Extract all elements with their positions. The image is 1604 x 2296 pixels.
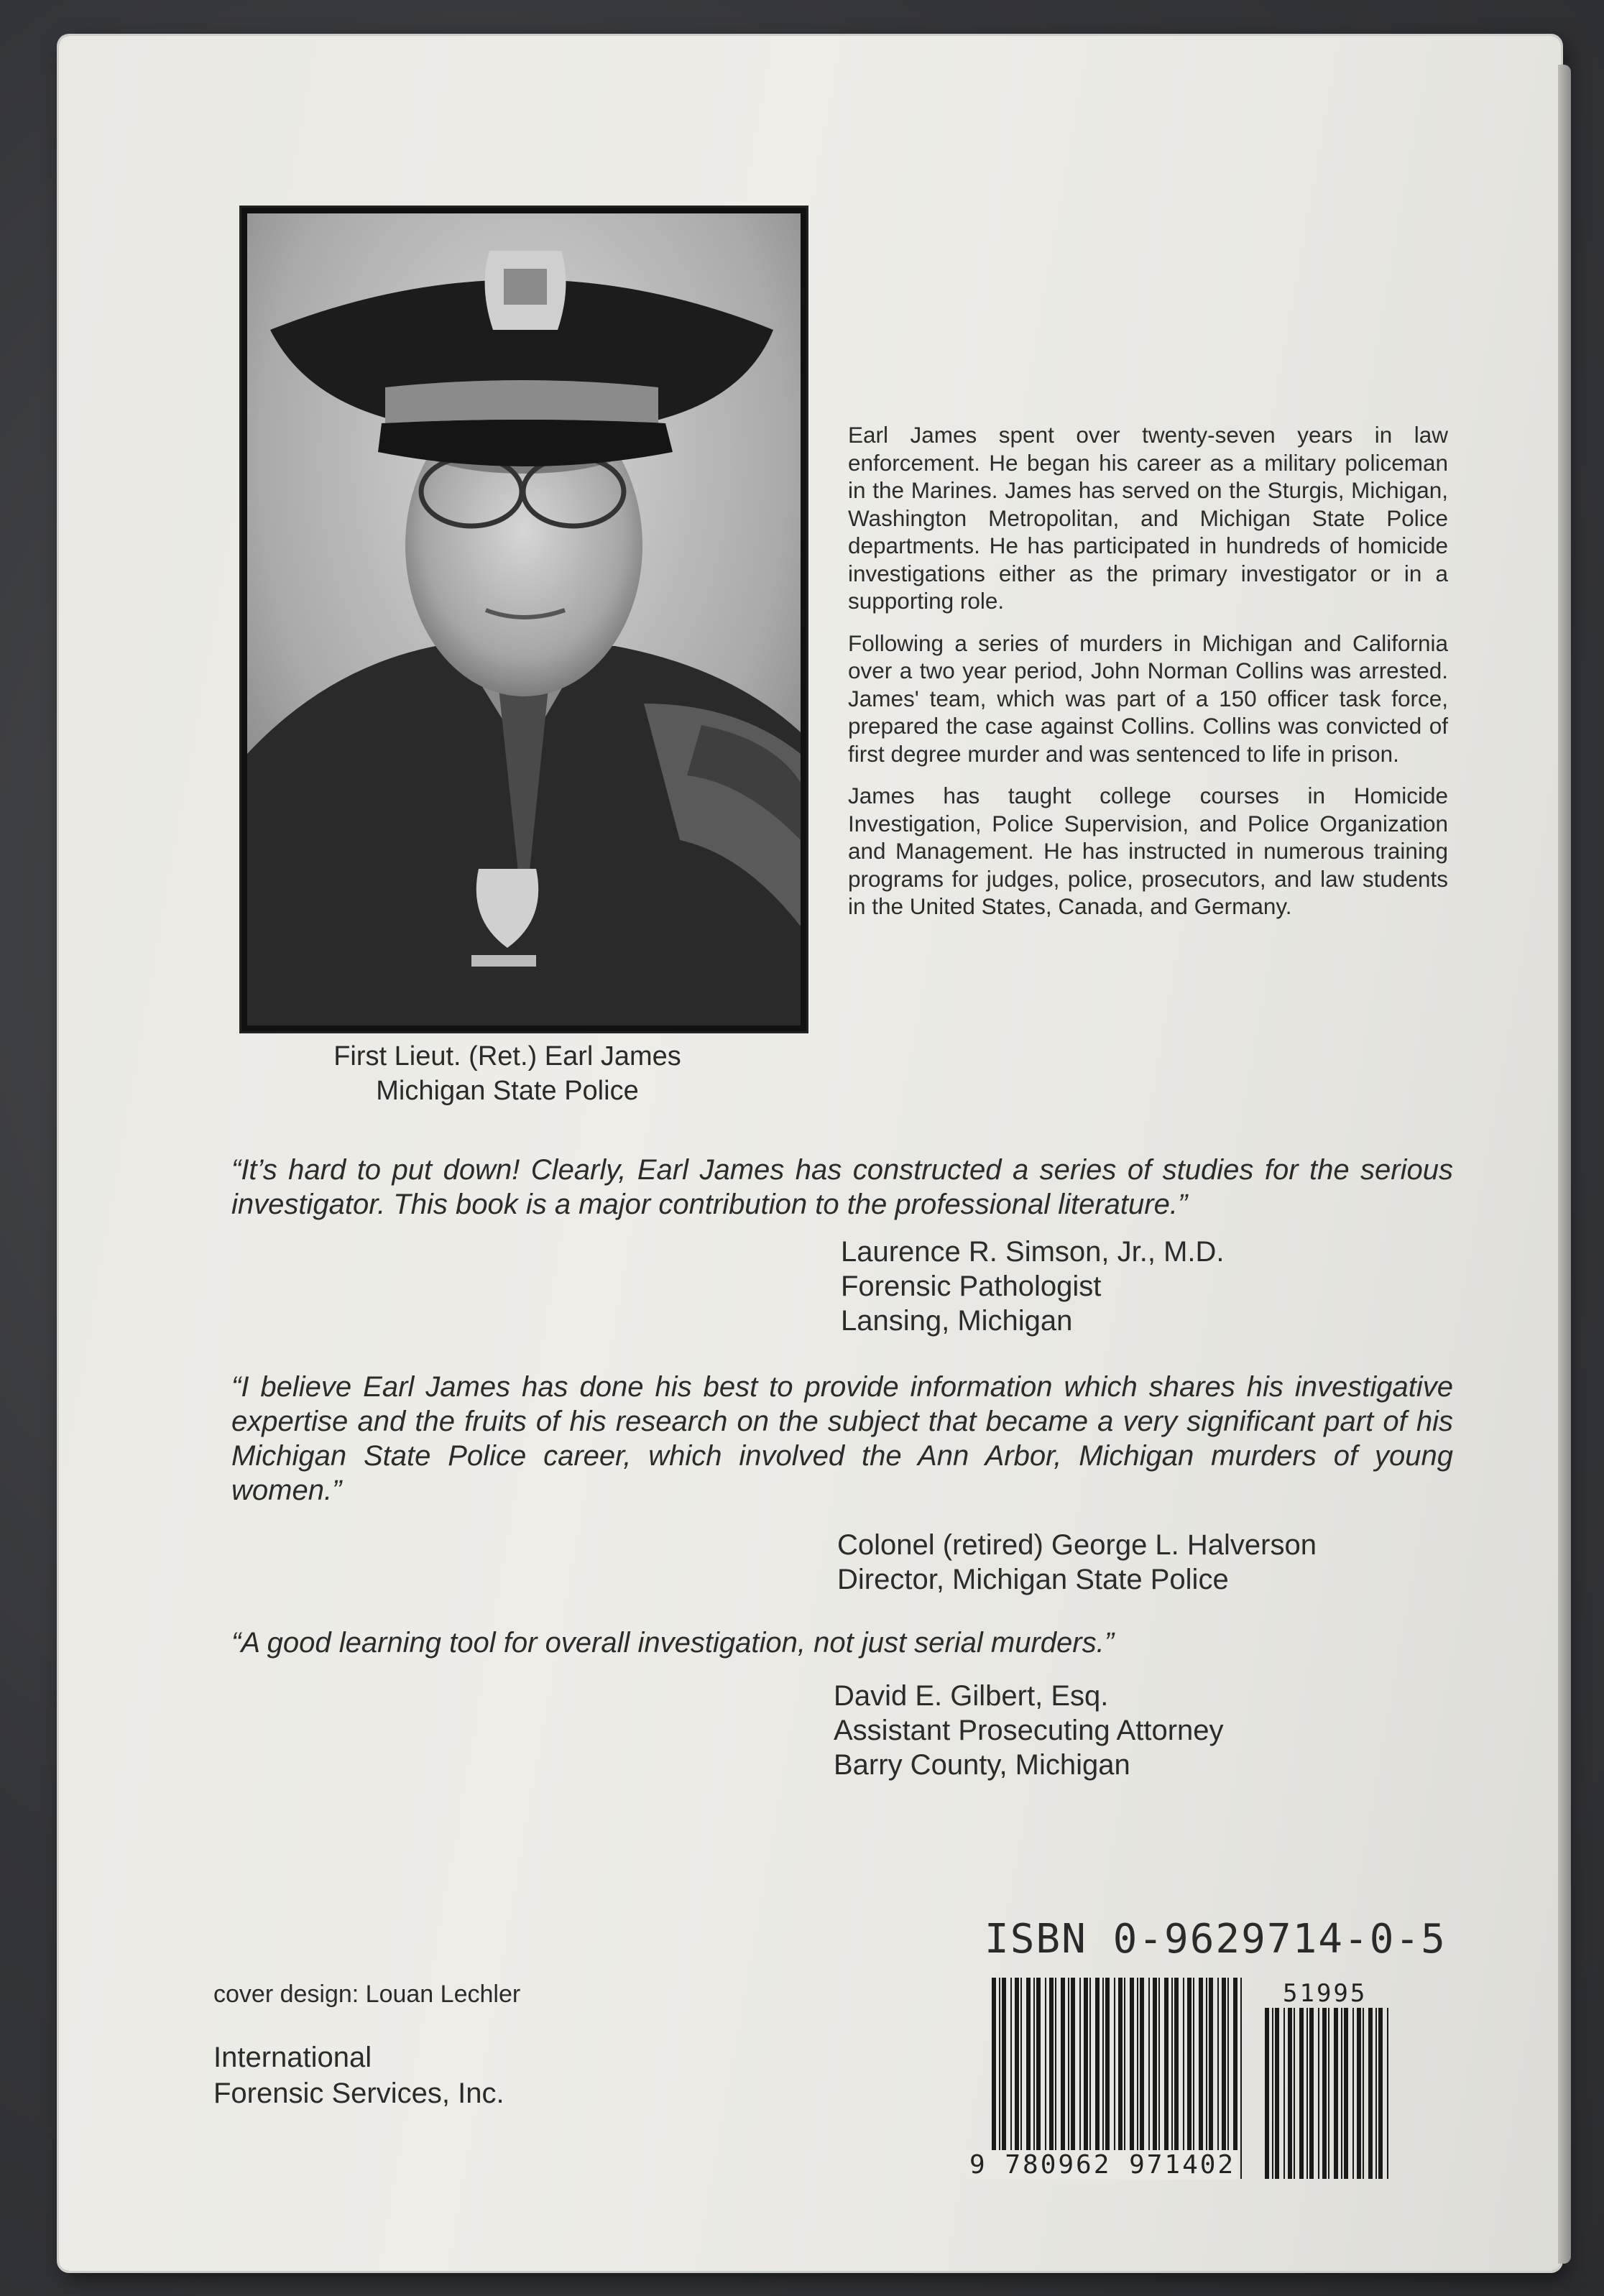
review-attribution bbox=[834, 1679, 1224, 1782]
barcode-bar bbox=[1071, 1978, 1075, 2179]
barcode-bar bbox=[1222, 1978, 1226, 2179]
barcode-bars bbox=[990, 1978, 1245, 2179]
barcode-bar bbox=[1227, 1978, 1229, 2179]
barcode-bar bbox=[1233, 1978, 1237, 2179]
barcode-bar bbox=[999, 1978, 1000, 2179]
author-bio bbox=[848, 421, 1448, 935]
attribution-name: Colonel (retired) George L. Halverson bbox=[837, 1529, 1317, 1561]
barcode-bar bbox=[1055, 1978, 1056, 2179]
barcode-bar bbox=[1341, 2008, 1342, 2179]
barcode-bar bbox=[1334, 2008, 1338, 2179]
barcode-bar bbox=[1209, 1978, 1213, 2179]
barcode-bar bbox=[1357, 2008, 1361, 2179]
attribution-name: David E. Gilbert, Esq. bbox=[834, 1680, 1109, 1712]
barcode-bar bbox=[1026, 1978, 1031, 2179]
barcode-bar bbox=[1206, 1978, 1207, 2179]
publisher-line: International bbox=[213, 2042, 372, 2073]
barcode-bar bbox=[1352, 2008, 1354, 2179]
publisher-line: Forensic Services, Inc. bbox=[213, 2078, 504, 2109]
barcode-bar bbox=[1193, 1978, 1194, 2179]
barcode-bar bbox=[992, 1978, 996, 2179]
barcode-bar bbox=[1114, 1978, 1115, 2179]
barcode-bar bbox=[1387, 2008, 1388, 2179]
attribution-title: Assistant Prosecuting Attorney bbox=[834, 1715, 1224, 1746]
barcode-bar bbox=[1137, 1978, 1138, 2179]
barcode-bar bbox=[1158, 1978, 1160, 2179]
ean-digits: 9 780962 971402 bbox=[967, 2150, 1238, 2180]
barcode-bar bbox=[1294, 2008, 1295, 2179]
barcode-bar bbox=[1288, 2008, 1292, 2179]
publisher-name bbox=[213, 2039, 504, 2111]
barcode-bar bbox=[1002, 1978, 1006, 2179]
barcode-bar bbox=[1061, 1978, 1065, 2179]
barcode-bar bbox=[1015, 1978, 1019, 2179]
review-quote: “It’s hard to put down! Clearly, Earl James has constructed a series of studies for the serious investigator. This book is a major contribution to the professional literature.” bbox=[231, 1154, 1453, 1220]
barcode-bar bbox=[1140, 1978, 1144, 2179]
price-barcode bbox=[1263, 2008, 1393, 2179]
barcode-bar bbox=[1079, 1978, 1081, 2179]
barcode-bar bbox=[1049, 1978, 1054, 2179]
attribution-name: Laurence R. Simson, Jr., M.D. bbox=[841, 1236, 1225, 1268]
bio-paragraph: James has taught college courses in Homicide Investigation, Police Supervision, and Police Organization and Management. He has instructed in numerous training programs for judges, police, prosecutors, and law students in the United States, Canada, and Germany. bbox=[848, 783, 1448, 919]
barcode-bar bbox=[1275, 2008, 1279, 2179]
barcode-bar bbox=[1164, 1978, 1169, 2179]
barcode-bar bbox=[1084, 1978, 1088, 2179]
review-quote: “I believe Earl James has done his best to provide information which shares his investigative expertise and the fruits of his research on the subject that became a very significant part of his Michigan State Police career, which involved the Ann Arbor, Michigan murders of young women.” bbox=[231, 1371, 1453, 1506]
attribution-title: Forensic Pathologist bbox=[841, 1271, 1102, 1302]
barcode-bar bbox=[1105, 1978, 1110, 2179]
barcode-bar bbox=[1010, 1978, 1012, 2179]
price-code-digits: 51995 bbox=[1283, 1979, 1368, 2008]
barcode-bar bbox=[1102, 1978, 1104, 2179]
barcode-bar bbox=[1322, 2008, 1327, 2179]
barcode-bar bbox=[1306, 2008, 1308, 2179]
barcode-bar bbox=[1148, 1978, 1150, 2179]
attribution-title: Director, Michigan State Police bbox=[837, 1564, 1229, 1595]
isbn-number: ISBN 0-9629714-0-5 bbox=[985, 1916, 1447, 1963]
barcode-bar bbox=[1368, 2008, 1373, 2179]
barcode-bar bbox=[1033, 1978, 1035, 2179]
barcode-bar bbox=[1174, 1978, 1179, 2179]
barcode-bar bbox=[1045, 1978, 1046, 2179]
bio-paragraph: Earl James spent over twenty-seven years in law enforcement. He began his career as a military policeman in the Marines. James has served on the Sturgis, Michigan, Washington Metropolitan, and Michigan State Police departments. He has participated in hundreds of homicide investigations either as the primary investigator or in a supporting role. bbox=[848, 422, 1448, 614]
caption-affiliation: Michigan State Police bbox=[376, 1076, 639, 1106]
barcode-bar bbox=[1378, 2008, 1383, 2179]
photo-caption bbox=[239, 1039, 775, 1108]
barcode-bar bbox=[1118, 1978, 1123, 2179]
barcode-bar bbox=[1299, 2008, 1304, 2179]
barcode-bar bbox=[1318, 2008, 1319, 2179]
author-portrait-image bbox=[241, 208, 806, 1031]
price-barcode-bars bbox=[1263, 2008, 1393, 2179]
barcode-bar bbox=[1068, 1978, 1069, 2179]
barcode-bar bbox=[1153, 1978, 1157, 2179]
barcode-bar bbox=[1265, 2008, 1269, 2179]
author-photo bbox=[239, 206, 808, 1033]
barcode-bar bbox=[1187, 1978, 1192, 2179]
attribution-location: Lansing, Michigan bbox=[841, 1305, 1073, 1337]
barcode-bar bbox=[1089, 1978, 1091, 2179]
barcode-bar bbox=[1171, 1978, 1173, 2179]
barcode-bar bbox=[1328, 2008, 1329, 2179]
barcode-bar bbox=[1199, 1978, 1203, 2179]
cover-design-credit: cover design: Louan Lechler bbox=[213, 1981, 521, 2008]
barcode-bar bbox=[1309, 2008, 1314, 2179]
barcode-bar bbox=[1240, 1978, 1242, 2179]
barcode-bar bbox=[1344, 2008, 1348, 2179]
review-quote: “A good learning tool for overall investigation, not just serial murders.” bbox=[231, 1627, 1115, 1659]
barcode-bar bbox=[1124, 1978, 1125, 2179]
review-attribution bbox=[841, 1235, 1225, 1338]
barcode-bar bbox=[1095, 1978, 1100, 2179]
caption-name: First Lieut. (Ret.) Earl James bbox=[333, 1041, 681, 1071]
ean-barcode bbox=[990, 1978, 1245, 2179]
barcode-bar bbox=[1375, 2008, 1377, 2179]
barcode-bar bbox=[1036, 1978, 1041, 2179]
barcode-bar bbox=[1130, 1978, 1134, 2179]
barcode-bar bbox=[1183, 1978, 1184, 2179]
barcode-bar bbox=[1283, 2008, 1285, 2179]
barcode-bar bbox=[1363, 2008, 1364, 2179]
barcode-bar bbox=[1217, 1978, 1219, 2179]
bio-paragraph: Following a series of murders in Michigan and California over a two year period, John Norman Collins was arrested. James' team, which was part of a 150 officer task force, prepared the case against Collins. Collins was convicted of first degree murder and was sentenced to life in prison. bbox=[848, 630, 1448, 767]
attribution-location: Barry County, Michigan bbox=[834, 1749, 1130, 1781]
barcode-bar bbox=[1020, 1978, 1022, 2179]
barcode-bar bbox=[1272, 2008, 1273, 2179]
review-attribution bbox=[837, 1528, 1317, 1597]
